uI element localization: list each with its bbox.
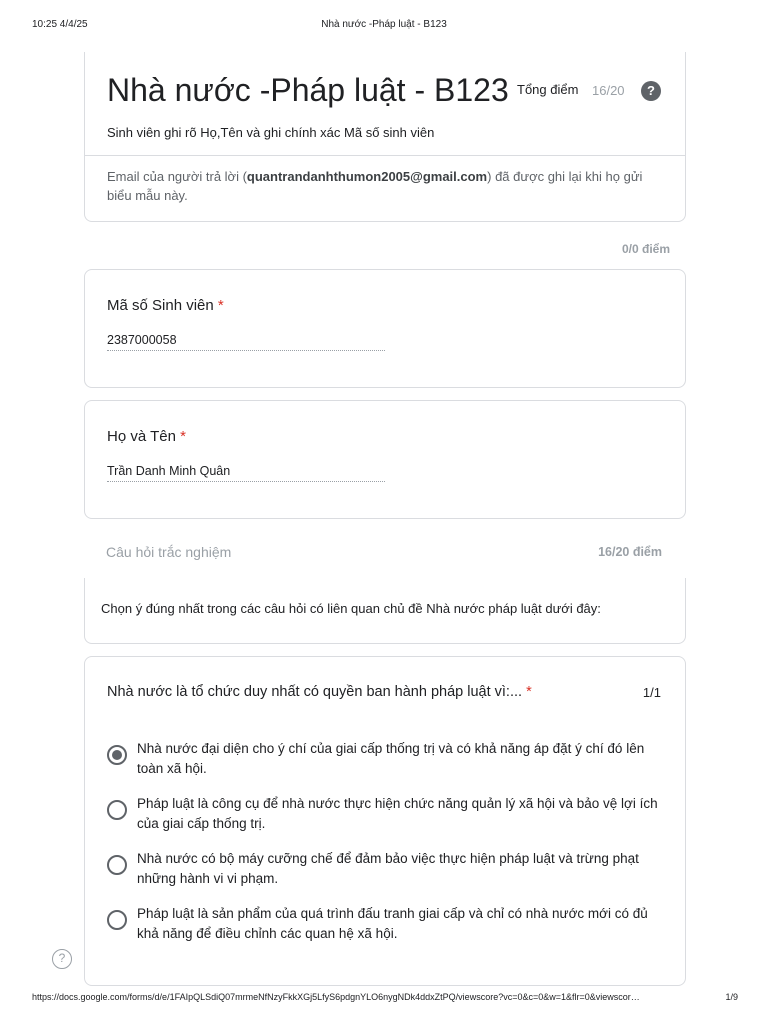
form-description: Sinh viên ghi rõ Họ,Tên và ghi chính xác Mã số sinh viên: [107, 125, 435, 140]
section-2-instruction: Chọn ý đúng nhất trong các câu hỏi có liên quan chủ đề Nhà nước pháp luật dưới đây:: [101, 601, 601, 616]
total-score-value: 16/20: [592, 83, 625, 98]
form-title: Nhà nước -Pháp luật - B123: [107, 72, 509, 108]
section-2-title: Câu hỏi trắc nghiệm: [106, 544, 232, 560]
full-name-question: [84, 400, 686, 519]
floating-help-icon[interactable]: ?: [52, 949, 72, 969]
student-id-question: [84, 269, 686, 388]
print-url: https://docs.google.com/forms/d/e/1FAIpQLSdiQ07mrmeNfNzyFkkXGj5LfyS6pdgnYLO6nygNDk4ddxZtPQ/viewscore?vc=0&c=0&w=1&flr=0&viewscor…: [32, 992, 640, 1002]
section-1-score: 0/0 điểm: [621, 242, 670, 256]
full-name-answer: Trần Danh Minh Quân: [107, 464, 385, 482]
print-timestamp: 10:25 4/4/25: [32, 19, 88, 30]
required-asterisk: *: [217, 297, 224, 314]
form-title-card: [84, 52, 686, 222]
print-doc-title: Nhà nước -Pháp luật - B123: [321, 19, 447, 30]
full-name-label: [107, 428, 186, 445]
help-icon[interactable]: ?: [641, 81, 661, 101]
option-3-text: Nhà nước có bộ máy cưỡng chế để đảm bảo việc thực hiện pháp luật và trừng phạt những hành vi vi phạm.: [137, 851, 639, 886]
radio-unselected-icon[interactable]: [107, 855, 127, 875]
section-2-instruction-card: [84, 578, 686, 644]
student-id-label-text: Mã số Sinh viên: [107, 297, 214, 314]
required-asterisk: *: [180, 428, 186, 445]
student-id-label: [107, 297, 224, 314]
option-4-text: Pháp luật là sản phẩm của quá trình đấu tranh giai cấp và chỉ có nhà nước mới có đủ khả năng để điều chỉnh các quan hệ xã hội.: [137, 906, 648, 941]
section-2-score: 16/20 điểm: [598, 545, 662, 559]
print-header: [0, 0, 768, 36]
email-note-suffix: ) đã được ghi lại khi họ gửi biểu mẫu này.: [107, 169, 643, 203]
email-recorded-note: [107, 167, 667, 205]
radio-selected-icon[interactable]: [107, 745, 127, 765]
full-name-label-text: Họ và Tên: [107, 428, 176, 445]
radio-unselected-icon[interactable]: [107, 800, 127, 820]
question-1-card: [84, 656, 686, 986]
respondent-email: quantrandanhthumon2005@gmail.com: [246, 169, 488, 184]
required-asterisk: *: [526, 684, 532, 700]
radio-unselected-icon[interactable]: [107, 910, 127, 930]
option-2-text: Pháp luật là công cụ để nhà nước thực hiện chức năng quản lý xã hội và bảo vệ lợi ích của giai cấp thống trị.: [137, 796, 658, 831]
question-1-score: 1/1: [642, 685, 661, 700]
question-1-text-content: Nhà nước là tổ chức duy nhất có quyền ban hành pháp luật vì:...: [107, 684, 523, 700]
option-1-text: Nhà nước đại diện cho ý chí của giai cấp thống trị và có khả năng áp đặt ý chí đó lên toàn xã hội.: [137, 741, 645, 776]
total-score-label: Tổng điểm: [517, 82, 579, 97]
student-id-answer: 2387000058: [107, 333, 385, 351]
question-1-text: [107, 684, 532, 700]
title-divider: [85, 155, 685, 156]
email-note-prefix: Email của người trả lời (: [107, 169, 247, 184]
print-page-number: 1/9: [725, 992, 738, 1002]
print-footer: [0, 992, 768, 1006]
